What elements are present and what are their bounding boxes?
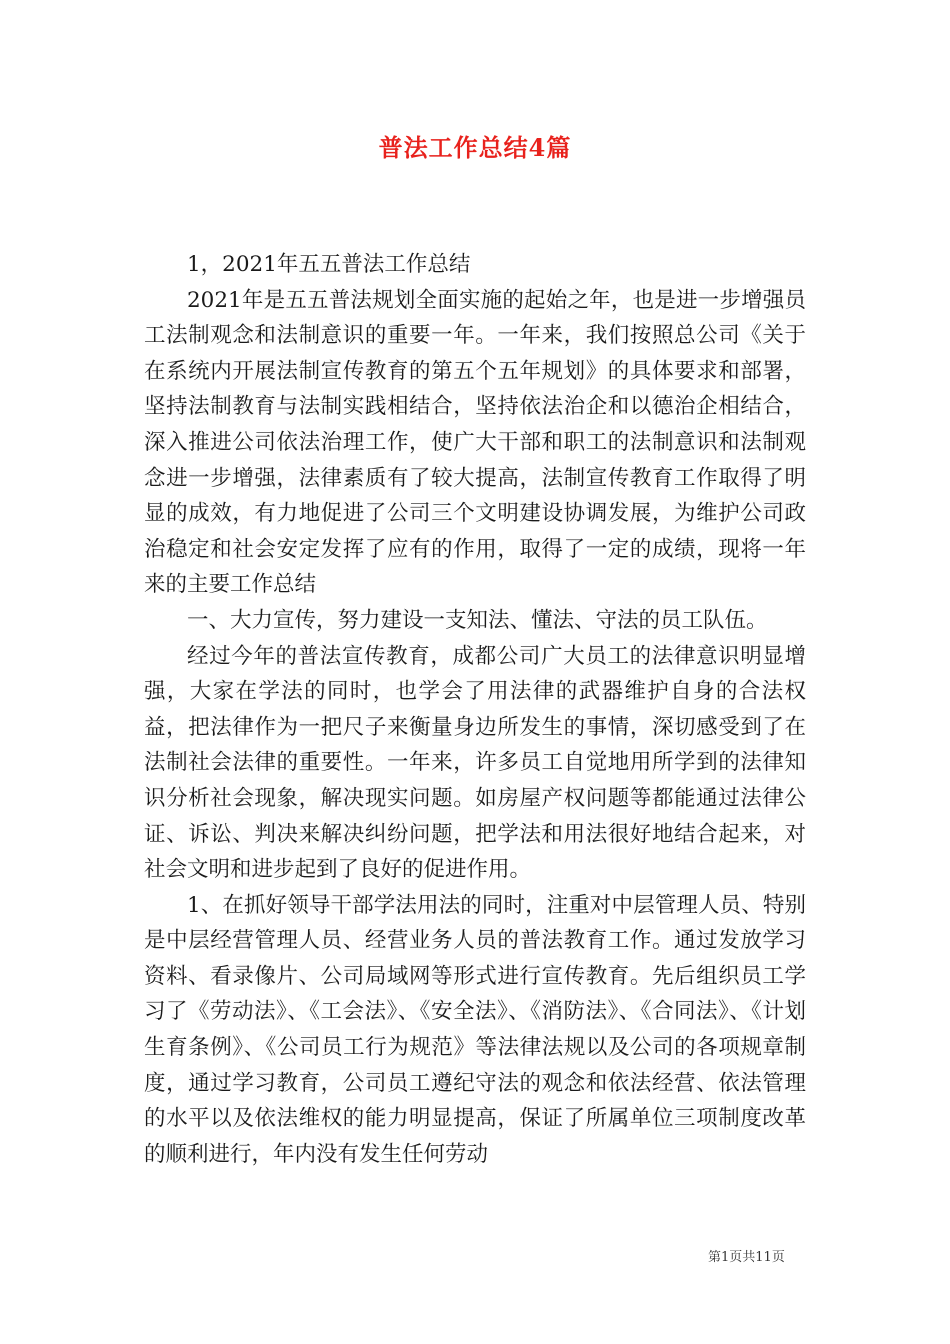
paragraph-intro: 2021年是五五普法规划全面实施的起始之年，也是进一步增强员工法制观念和法制意识的重要一年。一年来，我们按照总公司《关于在系统内开展法制宣传教育的第五个五年规划》的具体要求和部署，坚持法制教育与法制实践相结合，坚持依法治企和以德治企相结合，深入推进公司依法治理工作，使广大干部和职工的法制意识和法制观念进一步增强，法律素质有了较大提高，法制宣传教育工作取得了明显的成效，有力地促进了公司三个文明建设协调发展，为维护公司政治稳定和社会安定发挥了应有的作用，取得了一定的成绩，现将一年来的主要工作总结 [144, 287, 806, 598]
section-heading-2: 一、大力宣传，努力建设一支知法、懂法、守法的员工队伍。 [187, 607, 768, 633]
paragraph-item-1: 1、在抓好领导干部学法用法的同时，注重对中层管理人员、特别是中层经营管理人员、经营业务人员的普法教育工作。通过发放学习资料、看录像片、公司局域网等形式进行宣传教育。先后组织员工学习了《劳动法》、《工会法》、《安全法》、《消防法》、《合同法》、《计划生育条例》、《公司员工行为规范》等法律法规以及公司的各项规章制度，通过学习教育，公司员工遵纪守法的观念和依法经营、依法管理的水平以及依法维权的能力明显提高，保证了所属单位三项制度改革的顺利进行，年内没有发生任何劳动 [144, 892, 806, 1167]
page-number: 第1页共11页 [708, 1250, 785, 1265]
section-heading-1: 1，2021年五五普法工作总结 [187, 252, 471, 277]
document-body [144, 247, 806, 1172]
paragraph-results: 经过今年的普法宣传教育，成都公司广大员工的法律意识明显增强，大家在学法的同时，也学会了用法律的武器维护自身的合法权益，把法律作为一把尺子来衡量身边所发生的事情，深切感受到了在法制社会法律的重要性。一年来，许多员工自觉地用所学到的法律知识分析社会现象，解决现实问题。如房屋产权问题等都能通过法律公证、诉讼、判决来解决纠纷问题，把学法和用法很好地结合起来，对社会文明和进步起到了良好的促进作用。 [144, 643, 806, 883]
document-title: 普法工作总结4篇 [378, 133, 572, 162]
